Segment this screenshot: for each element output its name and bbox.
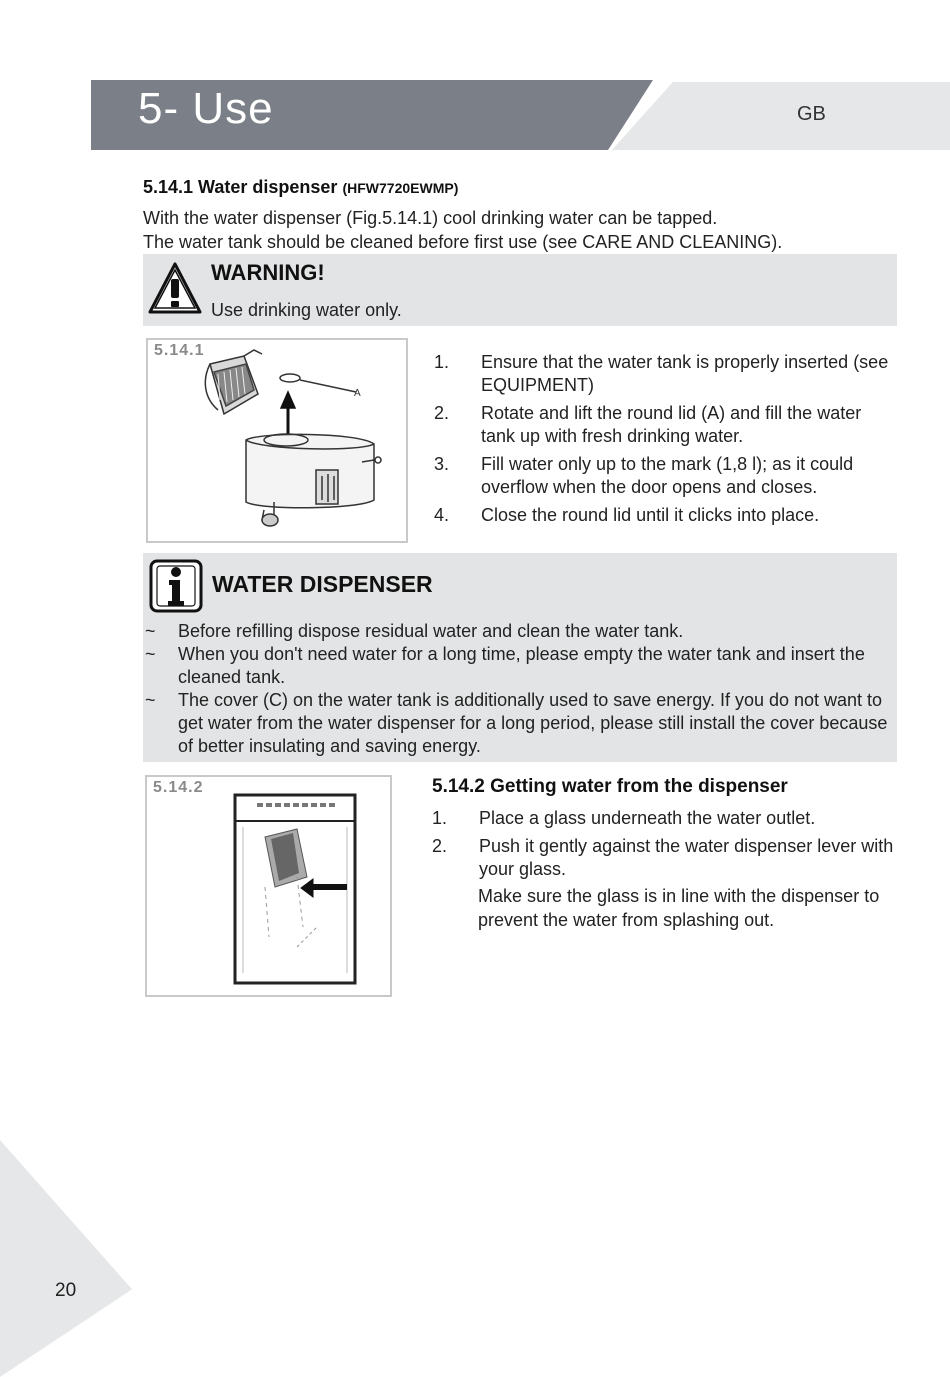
step-number: 1. xyxy=(434,352,450,372)
warning-triangle-icon xyxy=(147,260,203,318)
dispensing-note: Make sure the glass is in line with the dispenser to prevent the water from splashing out. xyxy=(478,886,880,930)
step-number: 3. xyxy=(434,454,450,474)
intro-text xyxy=(143,206,903,254)
figure-label: 5.14.1 xyxy=(154,342,205,359)
info-list xyxy=(143,620,893,758)
step-text: Push it gently against the water dispenser lever with your glass. xyxy=(479,836,894,879)
water-tank-illustration xyxy=(148,340,406,541)
list-item xyxy=(432,835,894,881)
language-code: GB xyxy=(797,103,826,125)
list-item xyxy=(434,351,894,397)
info-box xyxy=(143,553,897,762)
info-text: The cover (C) on the water tank is additionally used to save energy. If you do not want to get water from the water dispenser for a long period, please still install the cover because of better insulating and saving energy. xyxy=(178,690,888,756)
page-number: 20 xyxy=(55,1280,77,1301)
step-number: 1. xyxy=(432,808,448,828)
filling-steps xyxy=(434,351,894,532)
list-item xyxy=(143,620,893,643)
step-number: 2. xyxy=(434,403,450,423)
step-text: Rotate and lift the round lid (A) and fill the water tank up with fresh drinking water. xyxy=(481,403,862,446)
step-number: 2. xyxy=(432,836,448,856)
model-number: (HFW7720EWMP) xyxy=(342,180,459,196)
info-title: WATER DISPENSER xyxy=(212,571,433,597)
figure-water-tank xyxy=(146,338,408,543)
info-icon xyxy=(148,558,204,614)
step-text: Fill water only up to the mark (1,8 l); as it could overflow when the door opens and closes. xyxy=(481,454,854,497)
intro-line: With the water dispenser (Fig.5.14.1) cool drinking water can be tapped. xyxy=(143,208,718,228)
section-title xyxy=(143,177,458,198)
figure-dispenser xyxy=(145,775,392,997)
list-item xyxy=(143,689,893,758)
list-item xyxy=(434,453,894,499)
warning-text: Use drinking water only. xyxy=(211,300,402,320)
corner-decoration xyxy=(0,1140,132,1377)
section-title-text: 5.14.1 Water dispenser xyxy=(143,177,338,197)
list-item xyxy=(434,402,894,448)
step-number: 4. xyxy=(434,505,450,525)
bullet: ~ xyxy=(145,690,156,710)
list-item xyxy=(432,807,894,830)
figure-label: 5.14.2 xyxy=(153,779,204,796)
dispensing-steps xyxy=(432,807,894,932)
bullet: ~ xyxy=(145,644,156,664)
chapter-title: 5- Use xyxy=(138,84,274,133)
subsection-title: 5.14.2 Getting water from the dispenser xyxy=(432,776,788,797)
step-text: Close the round lid until it clicks into place. xyxy=(481,505,820,525)
warning-box xyxy=(143,254,897,326)
warning-title: WARNING! xyxy=(211,260,325,285)
lid-label-a: A xyxy=(354,388,361,399)
step-text: Ensure that the water tank is properly inserted (see EQUIPMENT) xyxy=(481,352,889,395)
dispenser-illustration xyxy=(147,777,390,995)
step-text: Place a glass underneath the water outlet. xyxy=(479,808,816,828)
bullet: ~ xyxy=(145,621,156,641)
info-text: When you don't need water for a long time, please empty the water tank and insert the cleaned tank. xyxy=(178,644,865,687)
list-item xyxy=(143,643,893,689)
list-item xyxy=(434,504,894,527)
intro-line: The water tank should be cleaned before first use (see CARE AND CLEANING). xyxy=(143,232,783,252)
header-bar-light xyxy=(612,82,950,150)
info-text: Before refilling dispose residual water and clean the water tank. xyxy=(178,621,684,641)
